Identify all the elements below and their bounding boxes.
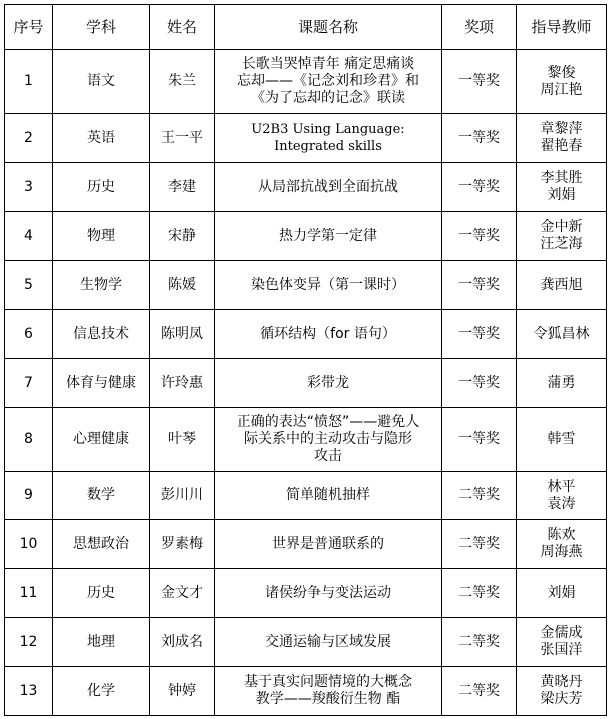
cell-subject: 化学 — [53, 667, 150, 716]
topic-line: 从局部抗战到全面抗战 — [258, 178, 398, 195]
teacher-name: 周江艳 — [540, 81, 583, 98]
cell-name: 李建 — [150, 163, 215, 212]
cell-award: 一等奖 — [442, 50, 517, 114]
cell-subject: 信息技术 — [53, 310, 150, 359]
topic-line: Integrated skills — [274, 139, 382, 154]
cell-subject: 物理 — [53, 212, 150, 261]
awards-table — [4, 4, 607, 716]
cell-name: 刘成名 — [150, 618, 215, 667]
teacher-name: 龚西旭 — [540, 276, 583, 293]
topic-line: 热力学第一定律 — [279, 227, 377, 244]
cell-award: 一等奖 — [442, 163, 517, 212]
table-row — [5, 261, 607, 310]
header-seq: 序号 — [5, 5, 53, 50]
cell-topic — [215, 520, 442, 569]
cell-name: 罗素梅 — [150, 520, 215, 569]
cell-seq: 1 — [5, 50, 53, 114]
topic-line: 忘却——《记念刘和珍君》和 — [237, 73, 419, 89]
cell-seq: 4 — [5, 212, 53, 261]
table-row — [5, 50, 607, 114]
cell-topic — [215, 359, 442, 408]
cell-subject: 历史 — [53, 569, 150, 618]
teacher-name: 汪芝海 — [540, 236, 583, 252]
cell-teachers — [517, 667, 607, 716]
cell-teachers — [517, 50, 607, 114]
cell-name: 许玲惠 — [150, 359, 215, 408]
cell-topic — [215, 472, 442, 520]
header-award: 奖项 — [442, 5, 517, 50]
table-row — [5, 569, 607, 618]
cell-subject: 历史 — [53, 163, 150, 212]
cell-award: 二等奖 — [442, 618, 517, 667]
cell-teachers — [517, 114, 607, 163]
cell-teachers — [517, 520, 607, 569]
cell-teachers — [517, 261, 607, 310]
cell-name: 陈媛 — [150, 261, 215, 310]
topic-line: 《为了忘却的记念》联读 — [251, 90, 405, 106]
cell-subject: 生物学 — [53, 261, 150, 310]
cell-award: 一等奖 — [442, 261, 517, 310]
topic-line: 诸侯纷争与变法运动 — [265, 584, 391, 601]
cell-seq: 9 — [5, 472, 53, 520]
cell-name: 王一平 — [150, 114, 215, 163]
cell-subject: 思想政治 — [53, 520, 150, 569]
table-row — [5, 520, 607, 569]
cell-teachers — [517, 472, 607, 520]
cell-teachers — [517, 359, 607, 408]
cell-topic — [215, 212, 442, 261]
cell-teachers — [517, 310, 607, 359]
cell-award: 二等奖 — [442, 520, 517, 569]
table-row — [5, 310, 607, 359]
cell-award: 二等奖 — [442, 472, 517, 520]
topic-line: 正确的表达“愤怒”——避免人 — [236, 414, 420, 430]
table-row — [5, 212, 607, 261]
teacher-name: 张国洋 — [540, 642, 583, 658]
cell-subject: 英语 — [53, 114, 150, 163]
teacher-name: 袁涛 — [547, 495, 576, 512]
cell-name: 宋静 — [150, 212, 215, 261]
topic-line: 简单随机抽样 — [286, 487, 370, 503]
cell-teachers — [517, 212, 607, 261]
cell-topic — [215, 667, 442, 716]
topic-line: 基于真实问题情境的大概念 — [244, 674, 412, 690]
table-row — [5, 618, 607, 667]
teacher-name: 梁庆芳 — [540, 691, 583, 707]
cell-award: 一等奖 — [442, 212, 517, 261]
cell-topic — [215, 163, 442, 212]
table-row — [5, 472, 607, 520]
cell-seq: 5 — [5, 261, 53, 310]
table-row — [5, 667, 607, 716]
teacher-name: 蒲勇 — [547, 374, 576, 391]
table-row — [5, 408, 607, 472]
cell-name: 钟婷 — [150, 667, 215, 716]
cell-subject: 地理 — [53, 618, 150, 667]
table-row — [5, 359, 607, 408]
teacher-name: 陈欢 — [547, 527, 576, 543]
teacher-name: 刘娟 — [547, 584, 576, 601]
teacher-name: 黄晓丹 — [540, 674, 583, 690]
cell-award: 一等奖 — [442, 310, 517, 359]
teacher-name: 刘娟 — [547, 187, 576, 203]
cell-teachers — [517, 408, 607, 472]
teacher-name: 韩雪 — [547, 431, 576, 447]
table-row — [5, 163, 607, 212]
cell-seq: 2 — [5, 114, 53, 163]
topic-line: 攻击 — [314, 448, 342, 464]
teacher-name: 李其胜 — [540, 170, 583, 186]
cell-subject: 数学 — [53, 472, 150, 520]
cell-name: 彭川川 — [150, 472, 215, 520]
header-subject: 学科 — [53, 5, 150, 50]
topic-line: 循环结构（for 语句） — [260, 325, 396, 342]
cell-subject: 心理健康 — [53, 408, 150, 472]
topic-line: 染色体变异（第一课时） — [251, 276, 405, 293]
header-topic: 课题名称 — [215, 5, 442, 50]
cell-award: 一等奖 — [442, 359, 517, 408]
teacher-name: 黎俊 — [547, 64, 576, 81]
cell-award: 一等奖 — [442, 408, 517, 472]
cell-name: 朱兰 — [150, 50, 215, 114]
topic-line: 彩带龙 — [307, 374, 349, 391]
cell-topic — [215, 618, 442, 667]
cell-award: 一等奖 — [442, 114, 517, 163]
cell-teachers — [517, 163, 607, 212]
cell-seq: 8 — [5, 408, 53, 472]
topic-line: 际关系中的主动攻击与隐形 — [244, 431, 412, 447]
cell-award: 二等奖 — [442, 569, 517, 618]
topic-line: 教学——羧酸衍生物 酯 — [255, 691, 401, 707]
cell-teachers — [517, 569, 607, 618]
teacher-name: 林平 — [547, 478, 576, 495]
cell-topic — [215, 261, 442, 310]
cell-name: 金文才 — [150, 569, 215, 618]
topic-line: 交通运输与区域发展 — [265, 633, 391, 650]
cell-name: 叶琴 — [150, 408, 215, 472]
teacher-name: 翟艳春 — [540, 138, 583, 154]
topic-line: 世界是普通联系的 — [272, 535, 384, 552]
teacher-name: 金儒成 — [540, 625, 583, 641]
header-teachers: 指导教师 — [517, 5, 607, 50]
cell-topic — [215, 310, 442, 359]
header-row — [5, 5, 607, 50]
cell-seq: 12 — [5, 618, 53, 667]
header-name: 姓名 — [150, 5, 215, 50]
cell-topic — [215, 50, 442, 114]
cell-subject: 语文 — [53, 50, 150, 114]
cell-topic — [215, 408, 442, 472]
teacher-name: 金中新 — [540, 219, 583, 235]
cell-seq: 11 — [5, 569, 53, 618]
cell-teachers — [517, 618, 607, 667]
cell-seq: 10 — [5, 520, 53, 569]
teacher-name: 周海燕 — [540, 544, 583, 560]
teacher-name: 章黎萍 — [540, 121, 583, 137]
topic-line: 长歌当哭悼青年 痛定思痛谈 — [241, 56, 415, 72]
topic-line: U2B3 Using Language: — [251, 122, 405, 137]
teacher-name: 令狐昌林 — [533, 325, 590, 342]
cell-seq: 13 — [5, 667, 53, 716]
table-row — [5, 114, 607, 163]
cell-seq: 6 — [5, 310, 53, 359]
cell-topic — [215, 569, 442, 618]
cell-name: 陈明凤 — [150, 310, 215, 359]
cell-award: 二等奖 — [442, 667, 517, 716]
cell-seq: 3 — [5, 163, 53, 212]
cell-topic — [215, 114, 442, 163]
cell-subject: 体育与健康 — [53, 359, 150, 408]
cell-seq: 7 — [5, 359, 53, 408]
